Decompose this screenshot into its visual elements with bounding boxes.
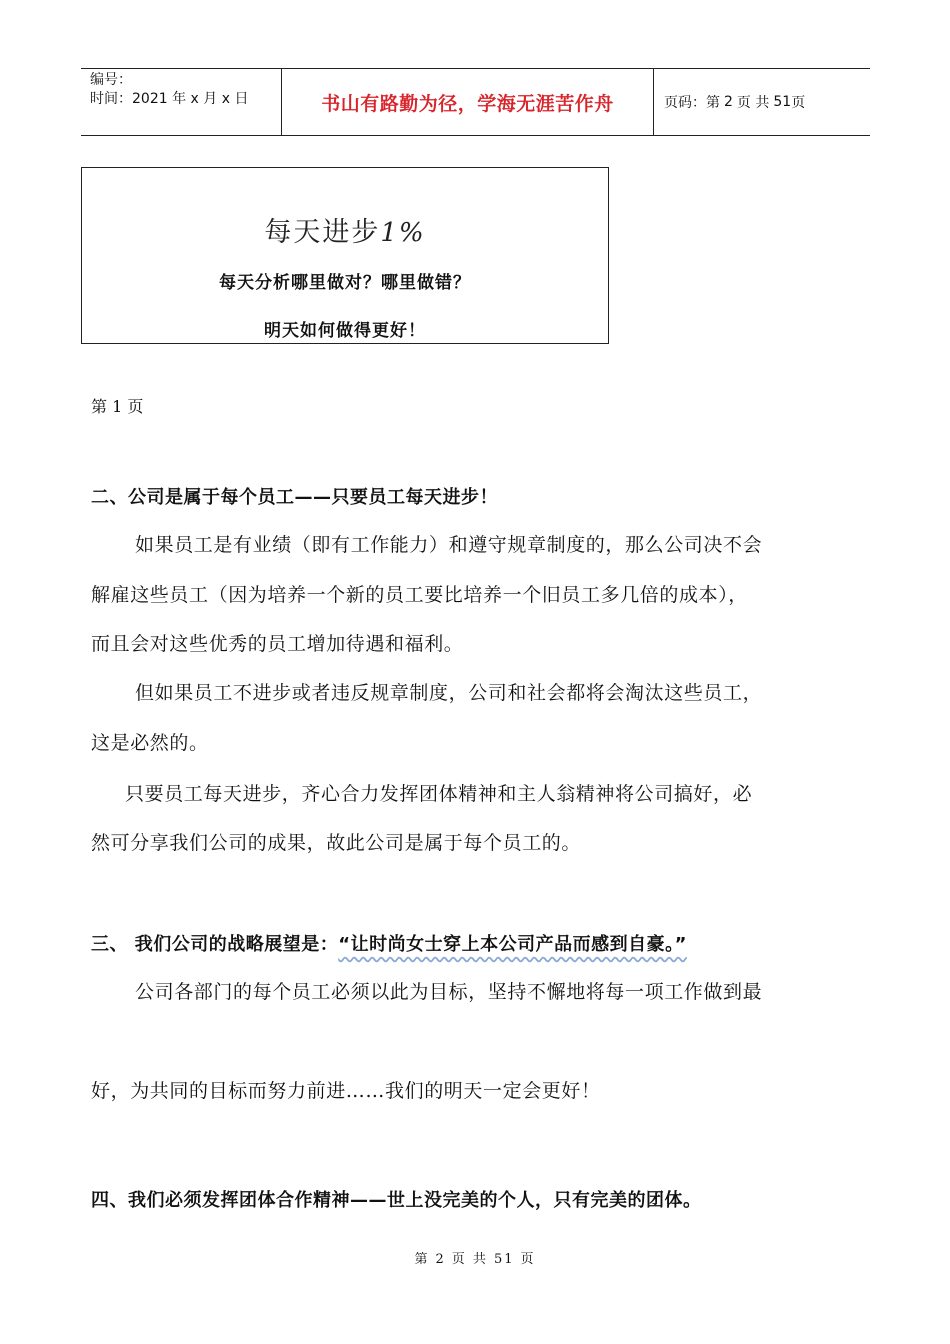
page-info-current: 2 — [724, 94, 733, 110]
header-page-info — [654, 69, 870, 135]
page-info-label: 页码：第 — [664, 95, 720, 111]
motto-box — [81, 167, 609, 344]
section-3-heading — [91, 930, 687, 956]
page-label: 第 1 页 — [91, 397, 144, 416]
section-3-line: 公司各部门的每个员工必须以此为目标，坚持不懈地将每一项工作做到最 — [135, 981, 763, 1003]
section-4-heading: 四、我们必须发挥团体合作精神——世上没完美的个人，只有完美的团体。 — [91, 1190, 702, 1211]
section-3-line: 好，为共同的目标而努力前进……我们的明天一定会更好！ — [91, 1080, 601, 1102]
page-info-total: 51 — [773, 94, 792, 110]
motto-line-1: 每天分析哪里做对？哪里做错？ — [219, 273, 471, 293]
section-2-line: 但如果员工不进步或者违反规章制度，公司和社会都将会淘汰这些员工， — [135, 682, 763, 704]
page-footer — [0, 1248, 950, 1267]
footer-prefix: 第 — [414, 1252, 430, 1267]
footer-suffix: 页 — [520, 1252, 536, 1267]
motto-title-text: 每天进步 — [264, 217, 381, 248]
page-info-end: 页 — [791, 95, 806, 111]
document-time: 时间：2021 年 x 月 x 日 — [90, 91, 249, 107]
motto-title-percent: 1% — [380, 218, 426, 248]
section-2-line: 然可分享我们公司的成果，故此公司是属于每个员工的。 — [91, 832, 582, 854]
header-slogan: 书山有路勤为径，学海无涯苦作舟 — [282, 69, 654, 135]
document-number-label: 编号： — [90, 72, 132, 88]
section-2-line: 如果员工是有业绩（即有工作能力）和遵守规章制度的，那么公司决不会 — [135, 534, 763, 556]
motto-line-2: 明天如何做得更好！ — [264, 321, 426, 341]
section-2-line: 只要员工每天进步，齐心合力发挥团体精神和主人翁精神将公司搞好，必 — [125, 783, 753, 805]
section-2-heading: 二、公司是属于每个员工——只要员工每天进步！ — [91, 487, 498, 508]
section-2-line: 解雇这些员工（因为培养一个新的员工要比培养一个旧员工多几倍的成本）， — [91, 584, 748, 606]
footer-mid: 页 共 — [451, 1252, 488, 1267]
header-meta — [81, 69, 282, 135]
page-header — [81, 68, 870, 136]
section-2-line: 这是必然的。 — [91, 732, 209, 754]
footer-total: 51 — [493, 1252, 515, 1267]
section-3-heading-prefix: 三、 我们公司的战略展望是： — [91, 934, 339, 955]
section-3-heading-quote: “让时尚女士穿上本公司产品而感到自豪。” — [338, 934, 687, 955]
page-info-mid: 页 共 — [736, 95, 770, 111]
section-2-line: 而且会对这些优秀的员工增加待遇和福利。 — [91, 633, 464, 655]
motto-title — [82, 210, 608, 249]
footer-current: 2 — [435, 1252, 446, 1267]
